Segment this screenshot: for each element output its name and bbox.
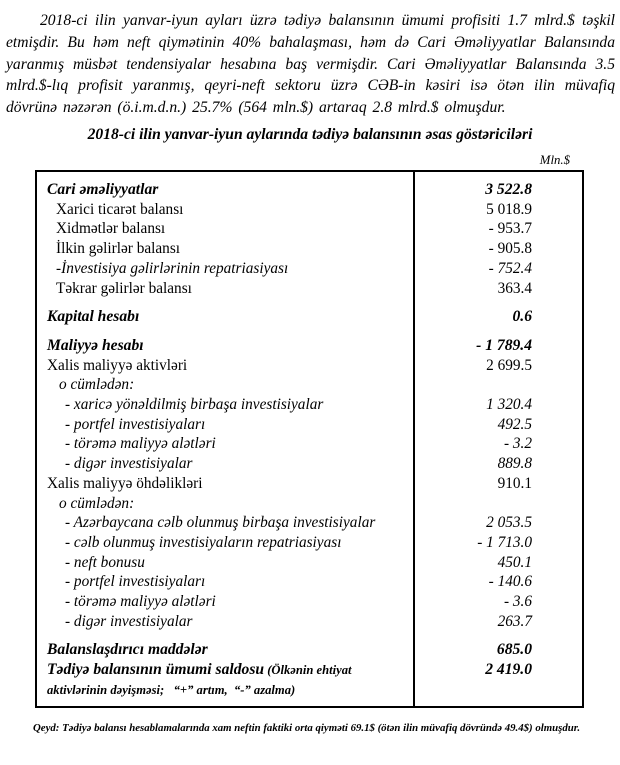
- page-title: 2018-ci ilin yanvar-iyun aylarında tədiyə balansının əsas göstəriciləri: [87, 125, 533, 143]
- table-row: [37, 200, 582, 220]
- table-row: [37, 660, 582, 699]
- row-value: 1 320.4: [486, 396, 532, 414]
- row-label: Kapital hesabı: [47, 308, 140, 326]
- row-value: 685.0: [496, 641, 532, 659]
- table-row: [37, 494, 582, 514]
- row-value: 3 522.8: [485, 180, 532, 198]
- table-row: [37, 375, 582, 395]
- row-label: - portfel investisiyaları: [65, 415, 206, 433]
- row-label: o cümlədən:: [59, 376, 135, 394]
- row-value: - 953.7: [488, 220, 532, 238]
- row-value: 2 699.5: [486, 356, 532, 374]
- table-row: [37, 259, 582, 279]
- footnote: Qeyd: Tədiyə balansı hesablamalarında xam neftin faktiki orta qiyməti 69.1$ (ötən ilin müvafiq dövründə 49.4$) olmuşdur.: [33, 721, 581, 734]
- table-row: [37, 454, 582, 474]
- table-row: [37, 356, 582, 376]
- row-label: - portfel investisiyaları: [65, 573, 206, 591]
- row-label: - neft bonusu: [65, 553, 145, 571]
- row-value: - 3.6: [503, 593, 532, 611]
- balance-table: [35, 170, 584, 708]
- table-row: [37, 415, 582, 435]
- row-label: İlkin gəlirlər balansı: [56, 240, 181, 258]
- row-label: - digər investisiyalar: [65, 612, 193, 630]
- row-label: - xaricə yönəldilmiş birbaşa investisiyalar: [65, 396, 324, 414]
- table-row: [37, 219, 582, 239]
- row-value: 263.7: [497, 612, 532, 630]
- row-label: - digər investisiyalar: [65, 455, 193, 473]
- row-value: - 3.2: [503, 435, 532, 453]
- table-row: [37, 592, 582, 612]
- unit-label: Mln.$: [539, 152, 570, 167]
- row-label: Maliyyə hesabı: [47, 336, 144, 354]
- table-row: [37, 279, 582, 299]
- row-value: - 1 789.4: [476, 336, 532, 354]
- row-value: - 752.4: [488, 259, 532, 277]
- row-label: - törəmə maliyyə alətləri: [65, 593, 216, 611]
- table-row: [37, 474, 582, 494]
- row-label: Xarici ticarət balansı: [56, 200, 184, 218]
- row-label: Xalis maliyyə aktivləri: [47, 356, 188, 374]
- row-value: 492.5: [497, 415, 532, 433]
- row-label: Tədiyə balansının ümumi saldosu (Ölkənin ehtiyat aktivlərinin dəyişməsi; “+” artım, “-” azalma): [47, 661, 352, 697]
- row-value: 5 018.9: [486, 200, 532, 218]
- column-divider: [413, 172, 415, 706]
- row-label: - törəmə maliyyə alətləri: [65, 435, 216, 453]
- row-label: - cəlb olunmuş investisiyaların repatriasiyası: [65, 533, 342, 551]
- table-row: [37, 307, 582, 327]
- table-row: [37, 553, 582, 573]
- balance-table-rows: [37, 180, 582, 700]
- row-value: - 1 713.0: [477, 533, 532, 551]
- table-row: [37, 612, 582, 632]
- table-row: [37, 533, 582, 553]
- row-label: Təkrar gəlirlər balansı: [56, 279, 192, 297]
- row-value: 363.4: [497, 279, 532, 297]
- table-row: [37, 572, 582, 592]
- row-label: -İnvestisiya gəlirlərinin repatriasiyası: [56, 259, 289, 277]
- table-row: [37, 395, 582, 415]
- row-value: 0.6: [512, 308, 532, 326]
- intro-paragraph: 2018-ci ilin yanvar-iyun ayları üzrə tədiyə balansının ümumi profisiti 1.7 mlrd.$ təşkil etmişdir. Bu həm neft qiymətinin 40% bahalaşması, həm də Cari Əməliyyatlar Balansında yaranmış müsbət tendensiyalar hesabına baş vermişdir. Cari Əməliyyatlar Balansında 3.5 mlrd.$-lıq profisit yaranmış, qeyri-neft sektoru üzrə CƏB-in kəsiri isə ötən ilin müvafiq dövrünə nəzərən (ö.i.m.d.n.) 25.7% (564 mln.$) artaraq 2.8 mlrd.$ olmuşdur.: [6, 12, 615, 117]
- table-row: [37, 640, 582, 660]
- row-value: 450.1: [497, 553, 532, 571]
- row-label-note: (Ölkənin ehtiyat aktivlərinin dəyişməsi; “+” artım, “-” azalma): [47, 663, 352, 697]
- row-value: 889.8: [497, 455, 532, 473]
- row-label: - Azərbaycana cəlb olunmuş birbaşa investisiyalar: [65, 514, 376, 532]
- row-value: 2 053.5: [486, 514, 532, 532]
- row-label: o cümlədən:: [59, 494, 135, 512]
- table-row: [37, 434, 582, 454]
- table-row: [37, 336, 582, 356]
- row-label: Xidmətlər balansı: [56, 220, 166, 238]
- table-row: [37, 239, 582, 259]
- row-value: - 140.6: [488, 573, 532, 591]
- table-row: [37, 513, 582, 533]
- table-row: [37, 180, 582, 200]
- row-label: Xalis maliyyə öhdəlikləri: [47, 474, 203, 492]
- row-value: 910.1: [497, 474, 532, 492]
- row-value: 2 419.0: [485, 661, 532, 679]
- row-value: - 905.8: [488, 240, 532, 258]
- row-label: Cari əməliyyatlar: [47, 180, 159, 198]
- row-label: Balanslaşdırıcı maddələr: [47, 641, 208, 659]
